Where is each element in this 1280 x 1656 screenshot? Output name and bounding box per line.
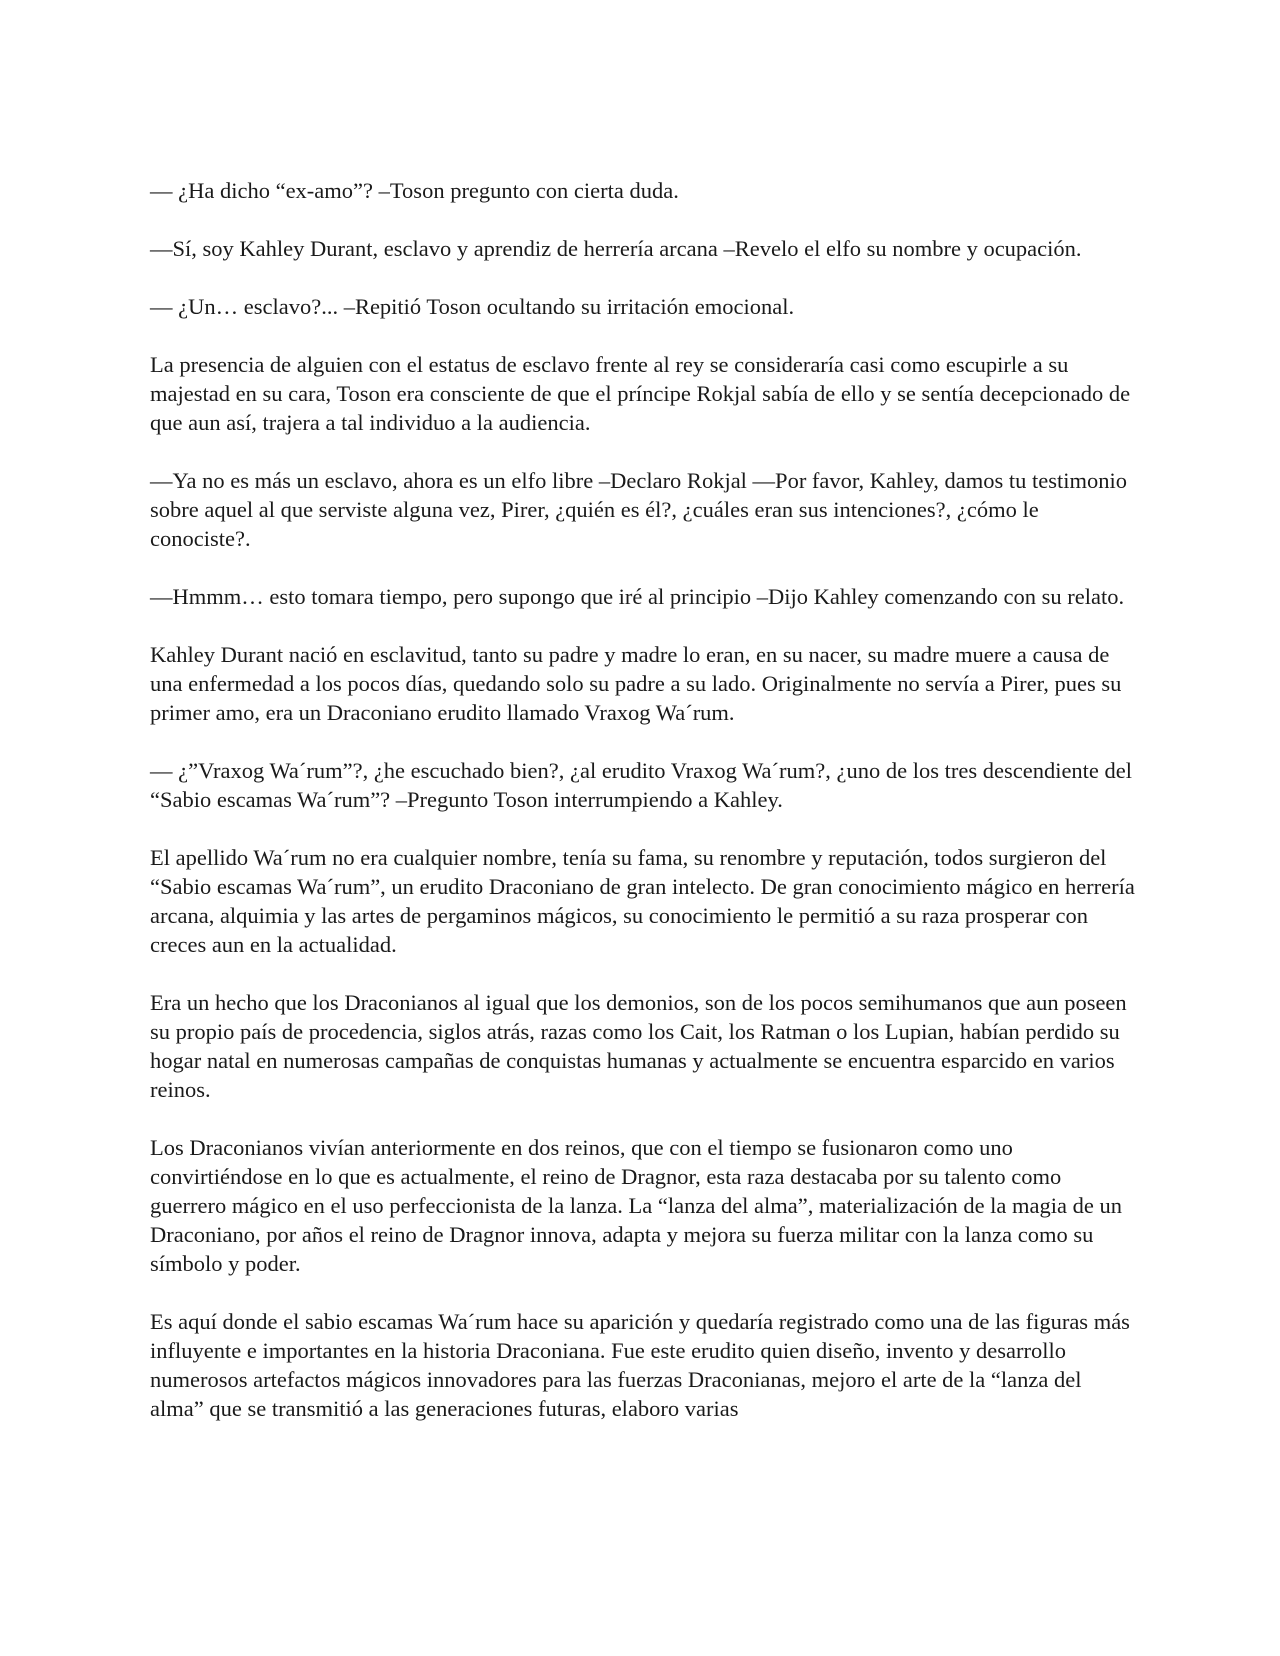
paragraph-7: Kahley Durant nació en esclavitud, tanto su padre y madre lo eran, en su nacer, su madre muere a causa de una enfermedad a los pocos días, quedando solo su padre a su lado. Originalmente no servía a Pirer, pues su primer amo, era un Draconiano erudito llamado Vraxog Wa´rum. bbox=[150, 642, 1122, 725]
paragraph-5: —Ya no es más un esclavo, ahora es un elfo libre –Declaro Rokjal —Por favor, Kahley, damos tu testimonio sobre aquel al que serviste alguna vez, Pirer, ¿quién es él?, ¿cuáles eran sus intenciones?, ¿cómo le conociste?. bbox=[150, 468, 1128, 551]
paragraph-1: — ¿Ha dicho “ex-amo”? –Toson pregunto con cierta duda. bbox=[150, 178, 679, 203]
paragraph-8: — ¿”Vraxog Wa´rum”?, ¿he escuchado bien?, ¿al erudito Vraxog Wa´rum?, ¿uno de los tres descendiente del “Sabio escamas Wa´rum”? –Pregunto Toson interrumpiendo a Kahley. bbox=[150, 758, 1133, 812]
paragraph-12: Es aquí donde el sabio escamas Wa´rum hace su aparición y quedaría registrado como una de las figuras más influyente e importantes en la historia Draconiana. Fue este erudito quien diseño, invento y desarrollo numerosos artefactos mágicos innovadores para las fuerzas Draconianas, mejoro el arte de la “lanza del alma” que se transmitió a las generaciones futuras, elaboro varias bbox=[150, 1309, 1130, 1421]
document-body bbox=[150, 176, 1140, 1452]
paragraph-3: — ¿Un… esclavo?... –Repitió Toson ocultando su irritación emocional. bbox=[150, 294, 795, 319]
paragraph-9: El apellido Wa´rum no era cualquier nombre, tenía su fama, su renombre y reputación, todos surgieron del “Sabio escamas Wa´rum”, un erudito Draconiano de gran intelecto. De gran conocimiento mágico en herrería arcana, alquimia y las artes de pergaminos mágicos, su conocimiento le permitió a su raza prosperar con creces aun en la actualidad. bbox=[150, 845, 1135, 957]
paragraph-11: Los Draconianos vivían anteriormente en dos reinos, que con el tiempo se fusionaron como uno convirtiéndose en lo que es actualmente, el reino de Dragnor, esta raza destacaba por su talento como guerrero mágico en el uso perfeccionista de la lanza. La “lanza del alma”, materialización de la magia de un Draconiano, por años el reino de Dragnor innova, adapta y mejora su fuerza militar con la lanza como su símbolo y poder. bbox=[150, 1135, 1123, 1276]
paragraph-6: —Hmmm… esto tomara tiempo, pero supongo que iré al principio –Dijo Kahley comenzando con su relato. bbox=[150, 584, 1125, 609]
paragraph-4: La presencia de alguien con el estatus de esclavo frente al rey se consideraría casi como escupirle a su majestad en su cara, Toson era consciente de que el príncipe Rokjal sabía de ello y se sentía decepcionado de que aun así, trajera a tal individuo a la audiencia. bbox=[150, 352, 1131, 435]
paragraph-2: —Sí, soy Kahley Durant, esclavo y aprendiz de herrería arcana –Revelo el elfo su nombre y ocupación. bbox=[150, 236, 1082, 261]
paragraph-10: Era un hecho que los Draconianos al igual que los demonios, son de los pocos semihumanos que aun poseen su propio país de procedencia, siglos atrás, razas como los Cait, los Ratman o los Lupian, habían perdido su hogar natal en numerosas campañas de conquistas humanas y actualmente se encuentra esparcido en varios reinos. bbox=[150, 990, 1127, 1102]
